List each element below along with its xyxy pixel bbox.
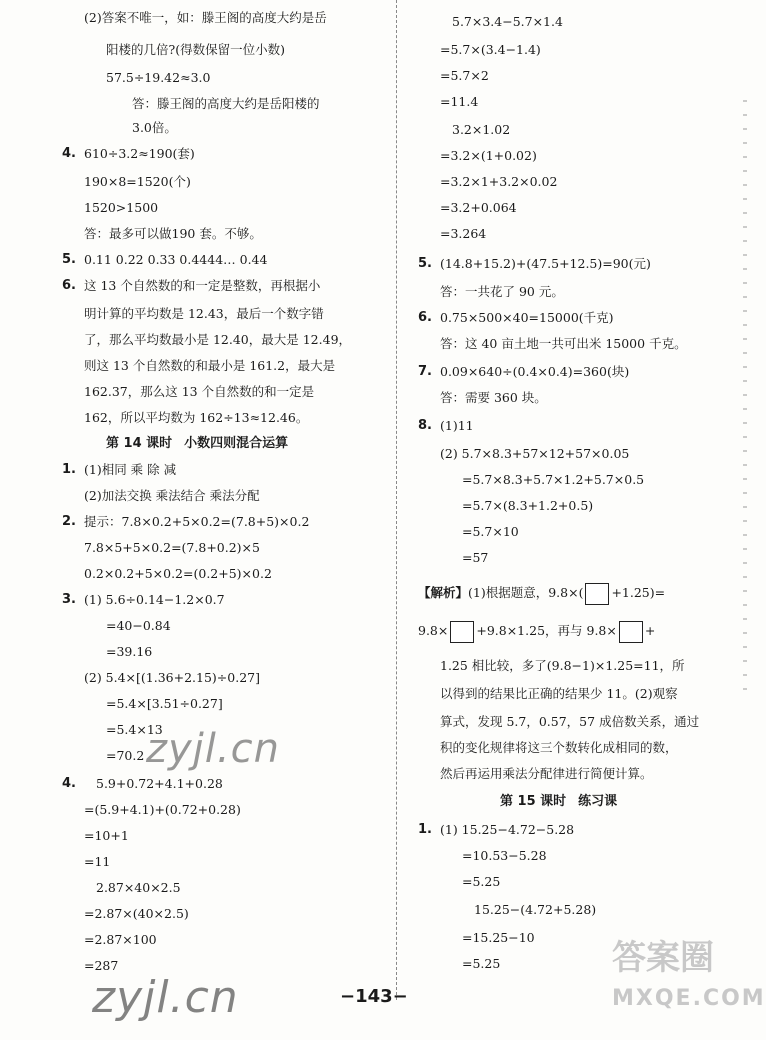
text-line: 了，那么平均数最小是 12.40，最大是 12.49， [84, 332, 352, 347]
text-line: (2) 5.4×[(1.36+2.15)÷0.27] [84, 670, 260, 685]
lesson-heading [500, 794, 617, 810]
question-number: 6. [418, 310, 432, 325]
text-line: 2.87×40×2.5 [96, 880, 181, 895]
text-line: =10.53−5.28 [462, 848, 547, 863]
text-line: 3.2×1.02 [452, 122, 511, 137]
question-number: 5. [62, 252, 76, 267]
text-line: 则这 13 个自然数的和最小是 161.2，最大是 [84, 358, 336, 373]
text-line: =39.16 [106, 644, 153, 659]
analysis-text: +9.8×1.25，再与 9.8× [476, 623, 617, 638]
text-line: 57.5÷19.42≈3.0 [106, 70, 211, 85]
text-line: =3.2+0.064 [440, 200, 517, 215]
text-line: =40−0.84 [106, 618, 171, 633]
text-line: 0.11 0.22 0.33 0.4444… 0.44 [84, 252, 268, 267]
right-column [418, 0, 738, 1040]
text-line: 提示：7.8×0.2+5×0.2=(7.8+5)×0.2 [84, 514, 310, 529]
text-line: =5.7×(8.3+1.2+0.5) [462, 498, 594, 513]
watermark-logo-url: MXQE.COM [612, 986, 766, 1011]
text-line: 0.09×640÷(0.4×0.4)=360(块) [440, 364, 630, 379]
text-line: 0.75×500×40=15000(千克) [440, 310, 614, 325]
text-line: 然后再运用乘法分配律进行简便计算。 [440, 766, 653, 781]
question-number: 7. [418, 364, 432, 379]
page-number: −143− [340, 986, 408, 1007]
text-line: 162.37，那么这 13 个自然数的和一定是 [84, 384, 315, 399]
text-line: (1) 15.25−4.72−5.28 [440, 822, 575, 837]
text-line: 7.8×5+5×0.2=(7.8+0.2)×5 [84, 540, 260, 555]
text-line: =11.4 [440, 94, 479, 109]
text-line: 3.0倍。 [132, 120, 177, 135]
watermark-logo [612, 930, 766, 1030]
text-line: =3.264 [440, 226, 487, 241]
text-line: (2) 5.7×8.3+57×12+57×0.05 [440, 446, 630, 461]
analysis-line [418, 620, 655, 643]
text-line: =5.4×13 [106, 722, 163, 737]
text-line: 610÷3.2≈190(套) [84, 146, 195, 161]
lesson-number: 第 14 课时 [106, 436, 173, 451]
lesson-title: 练习课 [578, 794, 618, 809]
question-number: 2. [62, 514, 76, 529]
analysis-text: + [644, 623, 656, 638]
question-number: 4. [62, 776, 76, 791]
text-line: =5.7×10 [462, 524, 519, 539]
question-number: 5. [418, 256, 432, 271]
text-line: =70.2 [106, 748, 145, 763]
text-line: (1)相同 乘 除 减 [84, 462, 177, 477]
text-line: 162，所以平均数为 162÷13≈12.46。 [84, 410, 309, 425]
question-number: 4. [62, 146, 76, 161]
question-number: 3. [62, 592, 76, 607]
text-line: 1.25 相比较，多了(9.8−1)×1.25=11，所 [440, 658, 685, 673]
text-line: =5.25 [462, 956, 501, 971]
text-line: (1)11 [440, 418, 474, 433]
text-line: 以得到的结果比正确的结果少 11。(2)观察 [440, 686, 678, 701]
text-line: 5.7×3.4−5.7×1.4 [452, 14, 563, 29]
text-line: 答：滕王阁的高度大约是岳阳楼的 [132, 96, 320, 111]
text-line: 5.9+0.72+4.1+0.28 [96, 776, 223, 791]
text-line: 答：这 40 亩土地一共可出米 15000 千克。 [440, 336, 687, 351]
text-line: =57 [462, 550, 489, 565]
text-line: 答：一共花了 90 元。 [440, 284, 564, 299]
left-column [62, 0, 380, 1040]
blank-box [619, 621, 643, 643]
blank-box [450, 621, 474, 643]
text-line: =5.7×8.3+5.7×1.2+5.7×0.5 [462, 472, 645, 487]
text-line: =15.25−10 [462, 930, 535, 945]
text-line: 积的变化规律将这三个数转化成相同的数， [440, 740, 678, 755]
analysis-text: +1.25)= [611, 585, 666, 600]
question-number: 1. [418, 822, 432, 837]
watermark-text: zyjl.cn [92, 972, 239, 1023]
column-divider [396, 0, 397, 1000]
text-line: 阳楼的几倍?(得数保留一位小数) [106, 42, 285, 57]
text-line: (1) 5.6÷0.14−1.2×0.7 [84, 592, 225, 607]
text-line: 190×8=1520(个) [84, 174, 191, 189]
text-line: =10+1 [84, 828, 129, 843]
analysis-label: 【解析】 [418, 585, 469, 600]
text-line: =5.7×2 [440, 68, 489, 83]
text-line: =3.2×1+3.2×0.02 [440, 174, 558, 189]
question-number: 1. [62, 462, 76, 477]
lesson-heading [106, 436, 288, 452]
text-line: 15.25−(4.72+5.28) [474, 902, 597, 917]
text-line: 算式，发现 5.7，0.57，57 成倍数关系，通过 [440, 714, 700, 729]
text-line: 1520>1500 [84, 200, 159, 215]
text-line: 0.2×0.2+5×0.2=(0.2+5)×0.2 [84, 566, 272, 581]
text-line: =3.2×(1+0.02) [440, 148, 537, 163]
text-line: 答：最多可以做190 套。不够。 [84, 226, 262, 241]
blank-box [585, 583, 609, 605]
analysis-line [418, 582, 665, 605]
lesson-title: 小数四则混合运算 [184, 436, 289, 451]
text-line: (14.8+15.2)+(47.5+12.5)=90(元) [440, 256, 651, 271]
watermark-text: zyjl.cn [146, 726, 280, 772]
text-line: =287 [84, 958, 119, 973]
question-number: 6. [62, 278, 76, 293]
lesson-number: 第 15 课时 [500, 794, 567, 809]
text-line: 答：需要 360 块。 [440, 390, 547, 405]
text-line: 这 13 个自然数的和一定是整数，再根据小 [84, 278, 321, 293]
watermark-logo-text: 答案圈 [612, 938, 714, 978]
page-edge-marks [743, 100, 747, 700]
analysis-text: (1)根据题意，9.8×( [468, 585, 584, 600]
text-line: (2)答案不唯一，如：滕王阁的高度大约是岳 [84, 10, 327, 25]
analysis-text: 9.8× [418, 623, 449, 638]
text-line: =5.7×(3.4−1.4) [440, 42, 541, 57]
text-line: =5.25 [462, 874, 501, 889]
text-line: =11 [84, 854, 111, 869]
text-line: =(5.9+4.1)+(0.72+0.28) [84, 802, 241, 817]
text-line: =2.87×100 [84, 932, 157, 947]
text-line: 明计算的平均数是 12.43，最后一个数字错 [84, 306, 324, 321]
text-line: =5.4×[3.51÷0.27] [106, 696, 223, 711]
text-line: =2.87×(40×2.5) [84, 906, 189, 921]
question-number: 8. [418, 418, 432, 433]
text-line: (2)加法交换 乘法结合 乘法分配 [84, 488, 260, 503]
